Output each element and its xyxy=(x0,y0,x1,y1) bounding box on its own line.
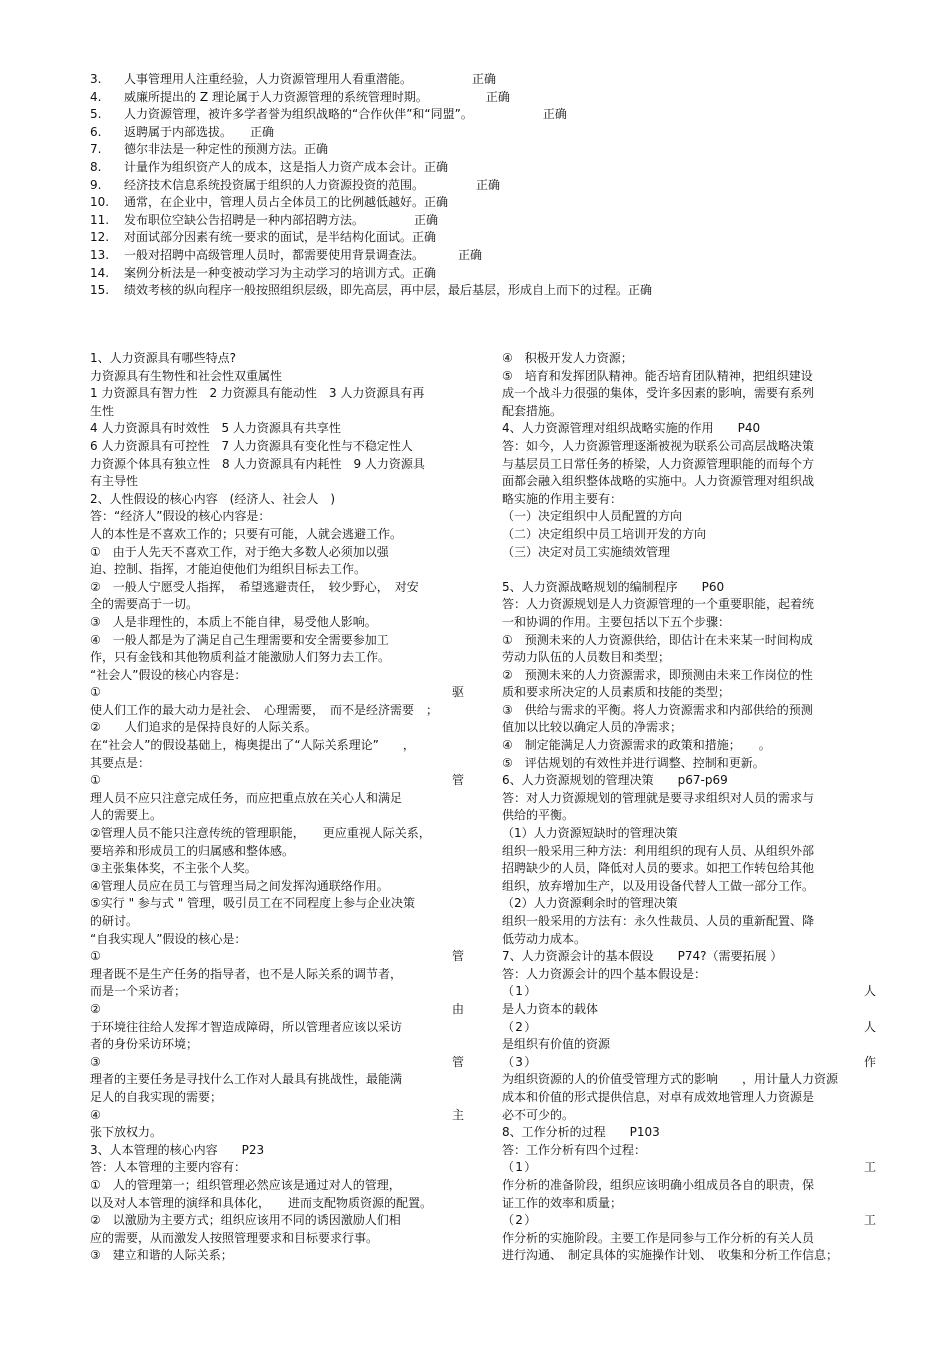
text-line: 全的需要高于一切。 xyxy=(90,597,199,612)
tf-item-text: 对面试部分因素有统一要求的面试，是半结构化面试。正确 xyxy=(124,230,437,245)
tf-item-answer: 正确 xyxy=(485,89,510,104)
text-line: ① 管 xyxy=(90,773,464,788)
text-line: 的研讨。 xyxy=(90,914,139,928)
tf-item xyxy=(90,106,890,124)
text-line: （1） 人 xyxy=(502,984,876,999)
tf-item xyxy=(90,212,890,230)
text-line: 迫、控制、指挥，才能迫使他们为组织目标去工作。 xyxy=(90,562,367,577)
text-line: ③ 管 xyxy=(90,1054,464,1069)
text-line: 与基层员工日常任务的桥梁，人力资源管理职能的而每个方 xyxy=(502,456,815,471)
true-false-list xyxy=(90,71,890,300)
tf-item xyxy=(90,159,890,177)
right-column xyxy=(502,350,876,1265)
tf-item-number: 9. xyxy=(90,177,102,192)
text-line: 生性 xyxy=(90,403,115,418)
text-line: 组织一般采用的方法有：永久性裁员、人员的重新配置、降 xyxy=(502,914,815,928)
text-line: 招聘缺少的人员，降低对人员的要求。如把工作转包给其他 xyxy=(502,861,815,876)
tf-item-text: 通常，在企业中，管理人员占全体员工的比例越低越好。正确 xyxy=(124,195,449,210)
text-line: 质和要求所决定的人员素质和技能的类型； xyxy=(502,685,731,700)
text-line: ⑤ 培育和发挥团队精神。能否培育团队精神，把组织建设 xyxy=(502,368,813,383)
text-line: 答：工作分析有四个过程： xyxy=(502,1142,647,1157)
text-line: ② 由 xyxy=(90,1001,464,1016)
tf-item xyxy=(90,265,890,283)
text-line: （三）决定对员工实施绩效管理 xyxy=(502,544,671,559)
tf-item xyxy=(90,247,890,265)
text-line: 成本和价值的形式提供信息，对卓有成效地管理人力资源是 xyxy=(502,1089,815,1104)
tf-item-text: 德尔非法是一种定性的预测方法。正确 xyxy=(124,142,329,157)
text-line: 1 力资源具有智力性 2 力资源具有能动性 3 人力资源具有再 xyxy=(90,386,425,401)
text-line: 4 人力资源具有时效性 5 人力资源具有共享性 xyxy=(90,421,341,436)
text-line: 面都会融入组织整体战略的实施中。人力资源管理对组织战 xyxy=(502,474,815,489)
tf-item-answer: 正确 xyxy=(476,177,501,192)
text-line: ② 一般人宁愿受人指挥， 希望逃避责任， 较少野心， 对安 xyxy=(90,579,419,594)
tf-item-text: 计量作为组织资产人的成本，这是指人力资产成本会计。正确 xyxy=(124,159,449,174)
tf-item-text: 人事管理用人注重经验，人力资源管理用人看重潜能。 xyxy=(124,72,413,86)
text-line: 作分析的准备阶段，组织应该明确小组成员各自的职责，保 xyxy=(502,1177,815,1192)
text-line: （3） 作 xyxy=(502,1054,876,1069)
text-line: 劳动力队伍的人员数目和类型； xyxy=(502,650,671,665)
text-line: ②管理人员不能只注意传统的管理职能， 更应重视人际关系， xyxy=(90,826,431,841)
text-line: 有主导性 xyxy=(90,474,139,489)
text-line: 理人员不应只注意完成任务，而应把重点放在关心人和满足 xyxy=(90,790,403,805)
tf-item xyxy=(90,194,890,212)
tf-item-number: 3. xyxy=(90,72,102,86)
text-line: ③ 建立和谐的人际关系； xyxy=(90,1248,233,1263)
text-line: 力资源具有生物性和社会性双重属性 xyxy=(90,368,283,383)
tf-item-text: 绩效考核的纵向程序一般按照组织层级，即先高层，再中层，最后基层，形成自上而下的过程。正确 xyxy=(124,283,653,298)
tf-item-text: 人力资源管理，被许多学者誉为组织战略的“合作伙伴”和“同盟”。 xyxy=(124,107,473,122)
text-line: 6 人力资源具有可控性 7 人力资源具有变化性与不稳定性人 xyxy=(90,438,413,453)
tf-item-number: 15. xyxy=(90,283,110,298)
tf-item-answer: 正确 xyxy=(414,212,439,227)
text-line: 是组织有价值的资源 xyxy=(502,1037,611,1052)
text-line: （2）人力资源剩余时的管理决策 xyxy=(502,896,678,911)
tf-item-number: 10. xyxy=(90,195,110,210)
text-line: 答：人本管理的主要内容有： xyxy=(90,1160,247,1175)
text-line: 答：人力资源会计的四个基本假设是： xyxy=(502,966,707,981)
text-line: 以及对人本管理的演绎和具体化， 进而支配物质资源的配置。 xyxy=(90,1195,433,1210)
text-line: 6、人力资源规划的管理决策 p67-p69 xyxy=(502,773,728,788)
left-column xyxy=(90,350,464,1265)
tf-item xyxy=(90,141,890,159)
text-line: ① 驱 xyxy=(90,685,464,700)
tf-item-number: 14. xyxy=(90,265,110,280)
text-line: ② 以激励为主要方式；组织应该用不同的诱因激励人们相 xyxy=(90,1213,401,1228)
text-line: 而是一个采访者； xyxy=(90,984,187,999)
text-line: 供给的平衡。 xyxy=(502,808,575,823)
text-line: 为组织资源的人的价值受管理方式的影响 ，用计量人力资源 xyxy=(502,1072,839,1087)
text-line: ③主张集体奖，不主张个人奖。 xyxy=(90,861,257,876)
text-line: 一和协调的作用。主要包括以下五个步骤： xyxy=(502,614,731,629)
tf-item xyxy=(90,89,890,107)
tf-item-number: 13. xyxy=(90,247,110,262)
text-line: ① 预测未来的人力资源供给，即估计在未来某一时间构成 xyxy=(502,632,813,647)
text-line: 使人们工作的最大动力是社会、 心理需要， 而不是经济需要 ； xyxy=(90,702,439,717)
text-line: （二）决定组织中员工培训开发的方向 xyxy=(502,526,707,541)
text-line: 张下放权力。 xyxy=(90,1125,163,1140)
tf-item-answer: 正确 xyxy=(472,72,497,86)
tf-item-number: 11. xyxy=(90,212,110,227)
text-line: 进行沟通、 制定具体的实施操作计划、 收集和分析工作信息； xyxy=(502,1248,839,1263)
text-line: 作，只有金钱和其他物质利益才能激励人们努力去工作。 xyxy=(90,650,391,665)
text-line: 作分析的实施阶段。主要工作是同参与工作分析的有关人员 xyxy=(502,1230,815,1245)
tf-item-number: 7. xyxy=(90,142,102,157)
text-line: “社会人”假设的核心内容是： xyxy=(90,667,247,682)
tf-item xyxy=(90,229,890,247)
text-line: ③ 供给与需求的平衡。将人力资源需求和内部供给的预测 xyxy=(502,702,813,717)
text-line: ③ 人是非理性的，本质上不能自律，易受他人影响。 xyxy=(90,614,377,629)
text-line: ⑤实行 " 参与式 " 管理，吸引员工在不同程度上参与企业决策 xyxy=(90,896,416,911)
tf-item xyxy=(90,282,890,300)
text-line: （一）决定组织中人员配置的方向 xyxy=(502,509,683,524)
text-line: 答：“经济人”假设的核心内容是： xyxy=(90,509,271,524)
tf-item-number: 6. xyxy=(90,124,102,139)
text-line: 必不可少的。 xyxy=(502,1107,575,1122)
text-line: 答：对人力资源规划的管理就是要寻求组织对人员的需求与 xyxy=(502,790,815,805)
text-line: 配套措施。 xyxy=(502,403,563,418)
text-line: ① 管 xyxy=(90,949,464,964)
text-line: ④ 积极开发人力资源； xyxy=(502,351,633,365)
tf-item-text: 威廉所提出的 Z 理论属于人力资源管理的系统管理时期。 xyxy=(124,89,428,104)
tf-item-text: 一般对招聘中高级管理人员时，都需要使用背景调查法。 xyxy=(124,247,425,262)
tf-item-number: 8. xyxy=(90,159,102,174)
tf-item-answer: 正确 xyxy=(542,107,567,122)
tf-item-number: 12. xyxy=(90,230,110,245)
text-line: 略实施的作用主要有： xyxy=(502,491,623,506)
text-line: 5、人力资源战略规划的编制程序 P60 xyxy=(502,579,725,594)
text-line: ④ 一般人都是为了满足自己生理需要和安全需要参加工 xyxy=(90,632,389,647)
text-line: 人的本性是不喜欢工作的；只要有可能，人就会逃避工作。 xyxy=(90,526,403,541)
text-line: （2） 人 xyxy=(502,1019,876,1034)
text-line: 足人的自我实现的需要； xyxy=(90,1089,223,1104)
text-line xyxy=(502,561,876,579)
text-line: 组织，放弃增加生产，以及用设备代替人工做一部分工作。 xyxy=(502,878,815,893)
tf-item-text: 经济技术信息系统投资属于组织的人力资源投资的范围。 xyxy=(124,177,425,192)
tf-item-text: 发布职位空缺公告招聘是一种内部招聘方法。 xyxy=(124,212,365,227)
text-line: 证工作的效率和质量； xyxy=(502,1195,623,1210)
tf-item xyxy=(90,177,890,195)
text-line: 3、人本管理的核心内容 P23 xyxy=(90,1142,265,1157)
text-line: ④ 制定能满足人力资源需求的政策和措施； 。 xyxy=(502,738,771,753)
text-line: 应的需要，从而激发人按照管理要求和目标要求行事。 xyxy=(90,1230,379,1245)
tf-item xyxy=(90,71,890,89)
text-line: 于环境往往给人发挥才智造成障碍，所以管理者应该以采访 xyxy=(90,1019,403,1034)
text-line: ② 人们追求的是保持良好的人际关系。 xyxy=(90,720,317,735)
text-line: ④ 主 xyxy=(90,1107,464,1122)
text-line: 答：人力资源规划是人力资源管理的一个重要职能，起着统 xyxy=(502,597,815,612)
text-line: 答：如今，人力资源管理逐渐被视为联系公司高层战略决策 xyxy=(502,438,815,453)
text-line: （1）人力资源短缺时的管理决策 xyxy=(502,826,678,841)
text-line: ① 人的管理第一；组织管理必然应该是通过对人的管理， xyxy=(90,1177,401,1192)
tf-item-text: 案例分析法是一种变被动学习为主动学习的培训方式。正确 xyxy=(124,265,437,280)
text-line: ⑤ 评估规划的有效性并进行调整、控制和更新。 xyxy=(502,755,765,770)
text-line: 1、人力资源具有哪些特点? xyxy=(90,351,237,365)
text-line: 7、人力资源会计的基本假设 P74?（需要拓展 ） xyxy=(502,949,783,964)
text-line: 要培养和形成员工的归属感和整体感。 xyxy=(90,843,295,858)
text-line: 2、人性假设的核心内容 (经济人、社会人 ) xyxy=(90,491,335,506)
text-line: 8、工作分析的过程 P103 xyxy=(502,1125,660,1140)
tf-item-answer: 正确 xyxy=(250,124,275,139)
tf-item xyxy=(90,124,890,142)
text-line: 成一个战斗力很强的集体，受许多因素的影响，需要有系列 xyxy=(502,386,815,401)
text-line: ④管理人员应在员工与管理当局之间发挥沟通联络作用。 xyxy=(90,878,389,893)
text-line: 理者既不是生产任务的指导者，也不是人际关系的调节者， xyxy=(90,966,403,981)
text-line: “自我实现人”假设的核心是： xyxy=(90,931,247,946)
text-line: 人的需要上。 xyxy=(90,808,163,823)
text-line: 值加以比较以确定人员的净需求； xyxy=(502,720,683,735)
tf-item-text: 返聘属于内部选拔。 xyxy=(124,124,233,139)
text-line: 力资源个体具有独立性 8 人力资源具有内耗性 9 人力资源具 xyxy=(90,456,425,471)
text-line: 4、人力资源管理对组织战略实施的作用 P40 xyxy=(502,421,761,436)
text-line: ① 由于人先天不喜欢工作，对于绝大多数人必须加以强 xyxy=(90,544,389,559)
text-line: 其要点是： xyxy=(90,755,151,770)
text-line: 理者的主要任务是寻找什么工作对人最具有挑战性，最能满 xyxy=(90,1072,403,1087)
text-line: 低劳动力成本。 xyxy=(502,931,587,946)
text-line: （2） 工 xyxy=(502,1213,876,1228)
text-line: 组织一般采用三种方法：利用组织的现有人员、从组织外部 xyxy=(502,843,815,858)
tf-item-answer: 正确 xyxy=(458,247,483,262)
text-line: 是人力资本的载体 xyxy=(502,1001,599,1016)
tf-item-number: 5. xyxy=(90,107,102,122)
text-line: 在“社会人”的假设基础上，梅奥提出了“人际关系理论” ， xyxy=(90,738,415,753)
text-line: 者的身份采访环境； xyxy=(90,1037,199,1052)
text-line: （1） 工 xyxy=(502,1160,876,1175)
tf-item-number: 4. xyxy=(90,89,102,104)
text-line: ② 预测未来的人力资源需求，即预测由未来工作岗位的性 xyxy=(502,667,813,682)
